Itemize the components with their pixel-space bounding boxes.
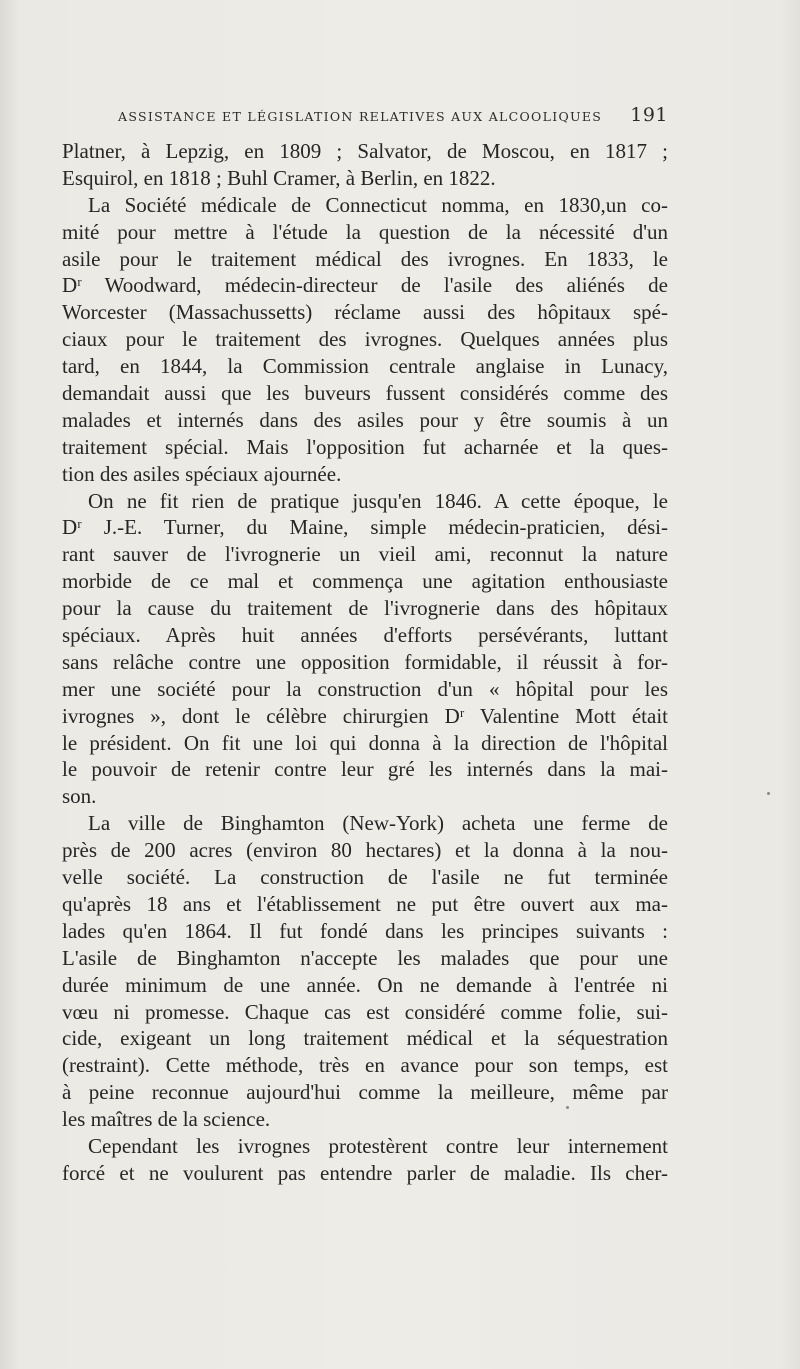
text-line: Esquirol, en 1818 ; Buhl Cramer, à Berlin, en 1822. xyxy=(62,165,496,190)
text-line: tard, en 1844, la Commission centrale anglaise in Lunacy, xyxy=(62,354,668,379)
text-line: qu'après 18 ans et l'établissement ne put être ouvert aux ma- xyxy=(62,891,668,916)
page-number: 191 xyxy=(630,104,668,126)
text-line: demandait aussi que les buveurs fussent considérés comme des xyxy=(62,381,668,406)
text-line: cide, exigeant un long traitement médical et la séquestration xyxy=(62,1026,668,1051)
text-line: Cependant les ivrognes protestèrent contre leur internement xyxy=(88,1133,668,1158)
text-line: vœu ni promesse. Chaque cas est considéré comme folie, sui- xyxy=(62,999,668,1024)
text-line: Worcester (Massachussetts) réclame aussi des hôpitaux spé- xyxy=(62,300,668,325)
body-text xyxy=(62,138,668,1187)
text-line: Dʳ J.-E. Turner, du Maine, simple médecin-praticien, dési- xyxy=(62,515,668,540)
text-line: le pouvoir de retenir contre leur gré les internés dans la mai- xyxy=(62,757,668,782)
text-line: ciaux pour le traitement des ivrognes. Quelques années plus xyxy=(62,327,668,352)
text-line: pour la cause du traitement de l'ivrognerie dans des hôpitaux xyxy=(62,596,668,621)
text-line: Platner, à Lepzig, en 1809 ; Salvator, de Moscou, en 1817 ; xyxy=(62,139,668,163)
text-line: L'asile de Binghamton n'accepte les malades que pour une xyxy=(62,945,668,970)
text-line: rant sauver de l'ivrognerie un vieil ami, reconnut la nature xyxy=(62,542,668,567)
text-line: forcé et ne voulurent pas entendre parler de maladie. Ils cher- xyxy=(62,1160,668,1185)
text-line: tion des asiles spéciaux ajournée. xyxy=(62,461,342,486)
text-line: à peine reconnue aujourd'hui comme la meilleure, même par xyxy=(62,1080,668,1105)
text-line: près de 200 acres (environ 80 hectares) et la donna à la nou- xyxy=(62,838,668,863)
text-line: morbide de ce mal et commença une agitation enthousiaste xyxy=(62,569,668,594)
text-line: durée minimum de une année. On ne demande à l'entrée ni xyxy=(62,972,668,997)
paper-speck xyxy=(566,1106,569,1109)
text-line: mité pour mettre à l'étude la question de la nécessité d'un xyxy=(62,219,668,244)
text-line: velle société. La construction de l'asile ne fut terminée xyxy=(62,865,668,890)
text-line: mer une société pour la construction d'un « hôpital pour les xyxy=(62,676,668,701)
text-line: spéciaux. Après huit années d'efforts persévérants, luttant xyxy=(62,623,668,648)
running-head xyxy=(118,104,668,128)
text-line: le président. On fit une loi qui donna à la direction de l'hôpital xyxy=(62,730,668,755)
text-line: La ville de Binghamton (New-York) acheta une ferme de xyxy=(88,811,668,836)
text-line: malades et internés dans des asiles pour y être soumis à un xyxy=(62,407,668,432)
text-line: La Société médicale de Connecticut nomma, en 1830,un co- xyxy=(88,192,668,217)
paper-speck xyxy=(767,792,770,795)
text-line: On ne fit rien de pratique jusqu'en 1846. A cette époque, le xyxy=(88,488,668,513)
text-line: (restraint). Cette méthode, très en avance pour son temps, est xyxy=(62,1053,668,1078)
text-line: sans relâche contre une opposition formidable, il réussit à for- xyxy=(62,649,668,674)
text-line: Dʳ Woodward, médecin-directeur de l'asile des aliénés de xyxy=(62,273,668,298)
text-line: lades qu'en 1864. Il fut fondé dans les principes suivants : xyxy=(62,918,668,943)
running-title: ASSISTANCE ET LÉGISLATION RELATIVES AUX ALCOOLIQUES xyxy=(118,109,603,124)
text-line: son. xyxy=(62,784,97,809)
text-line: ivrognes », dont le célèbre chirurgien Dʳ Valentine Mott était xyxy=(62,703,668,728)
text-line: asile pour le traitement médical des ivrognes. En 1833, le xyxy=(62,246,668,271)
text-line: traitement spécial. Mais l'opposition fut acharnée et la ques- xyxy=(62,434,668,459)
text-line: les maîtres de la science. xyxy=(62,1107,271,1132)
